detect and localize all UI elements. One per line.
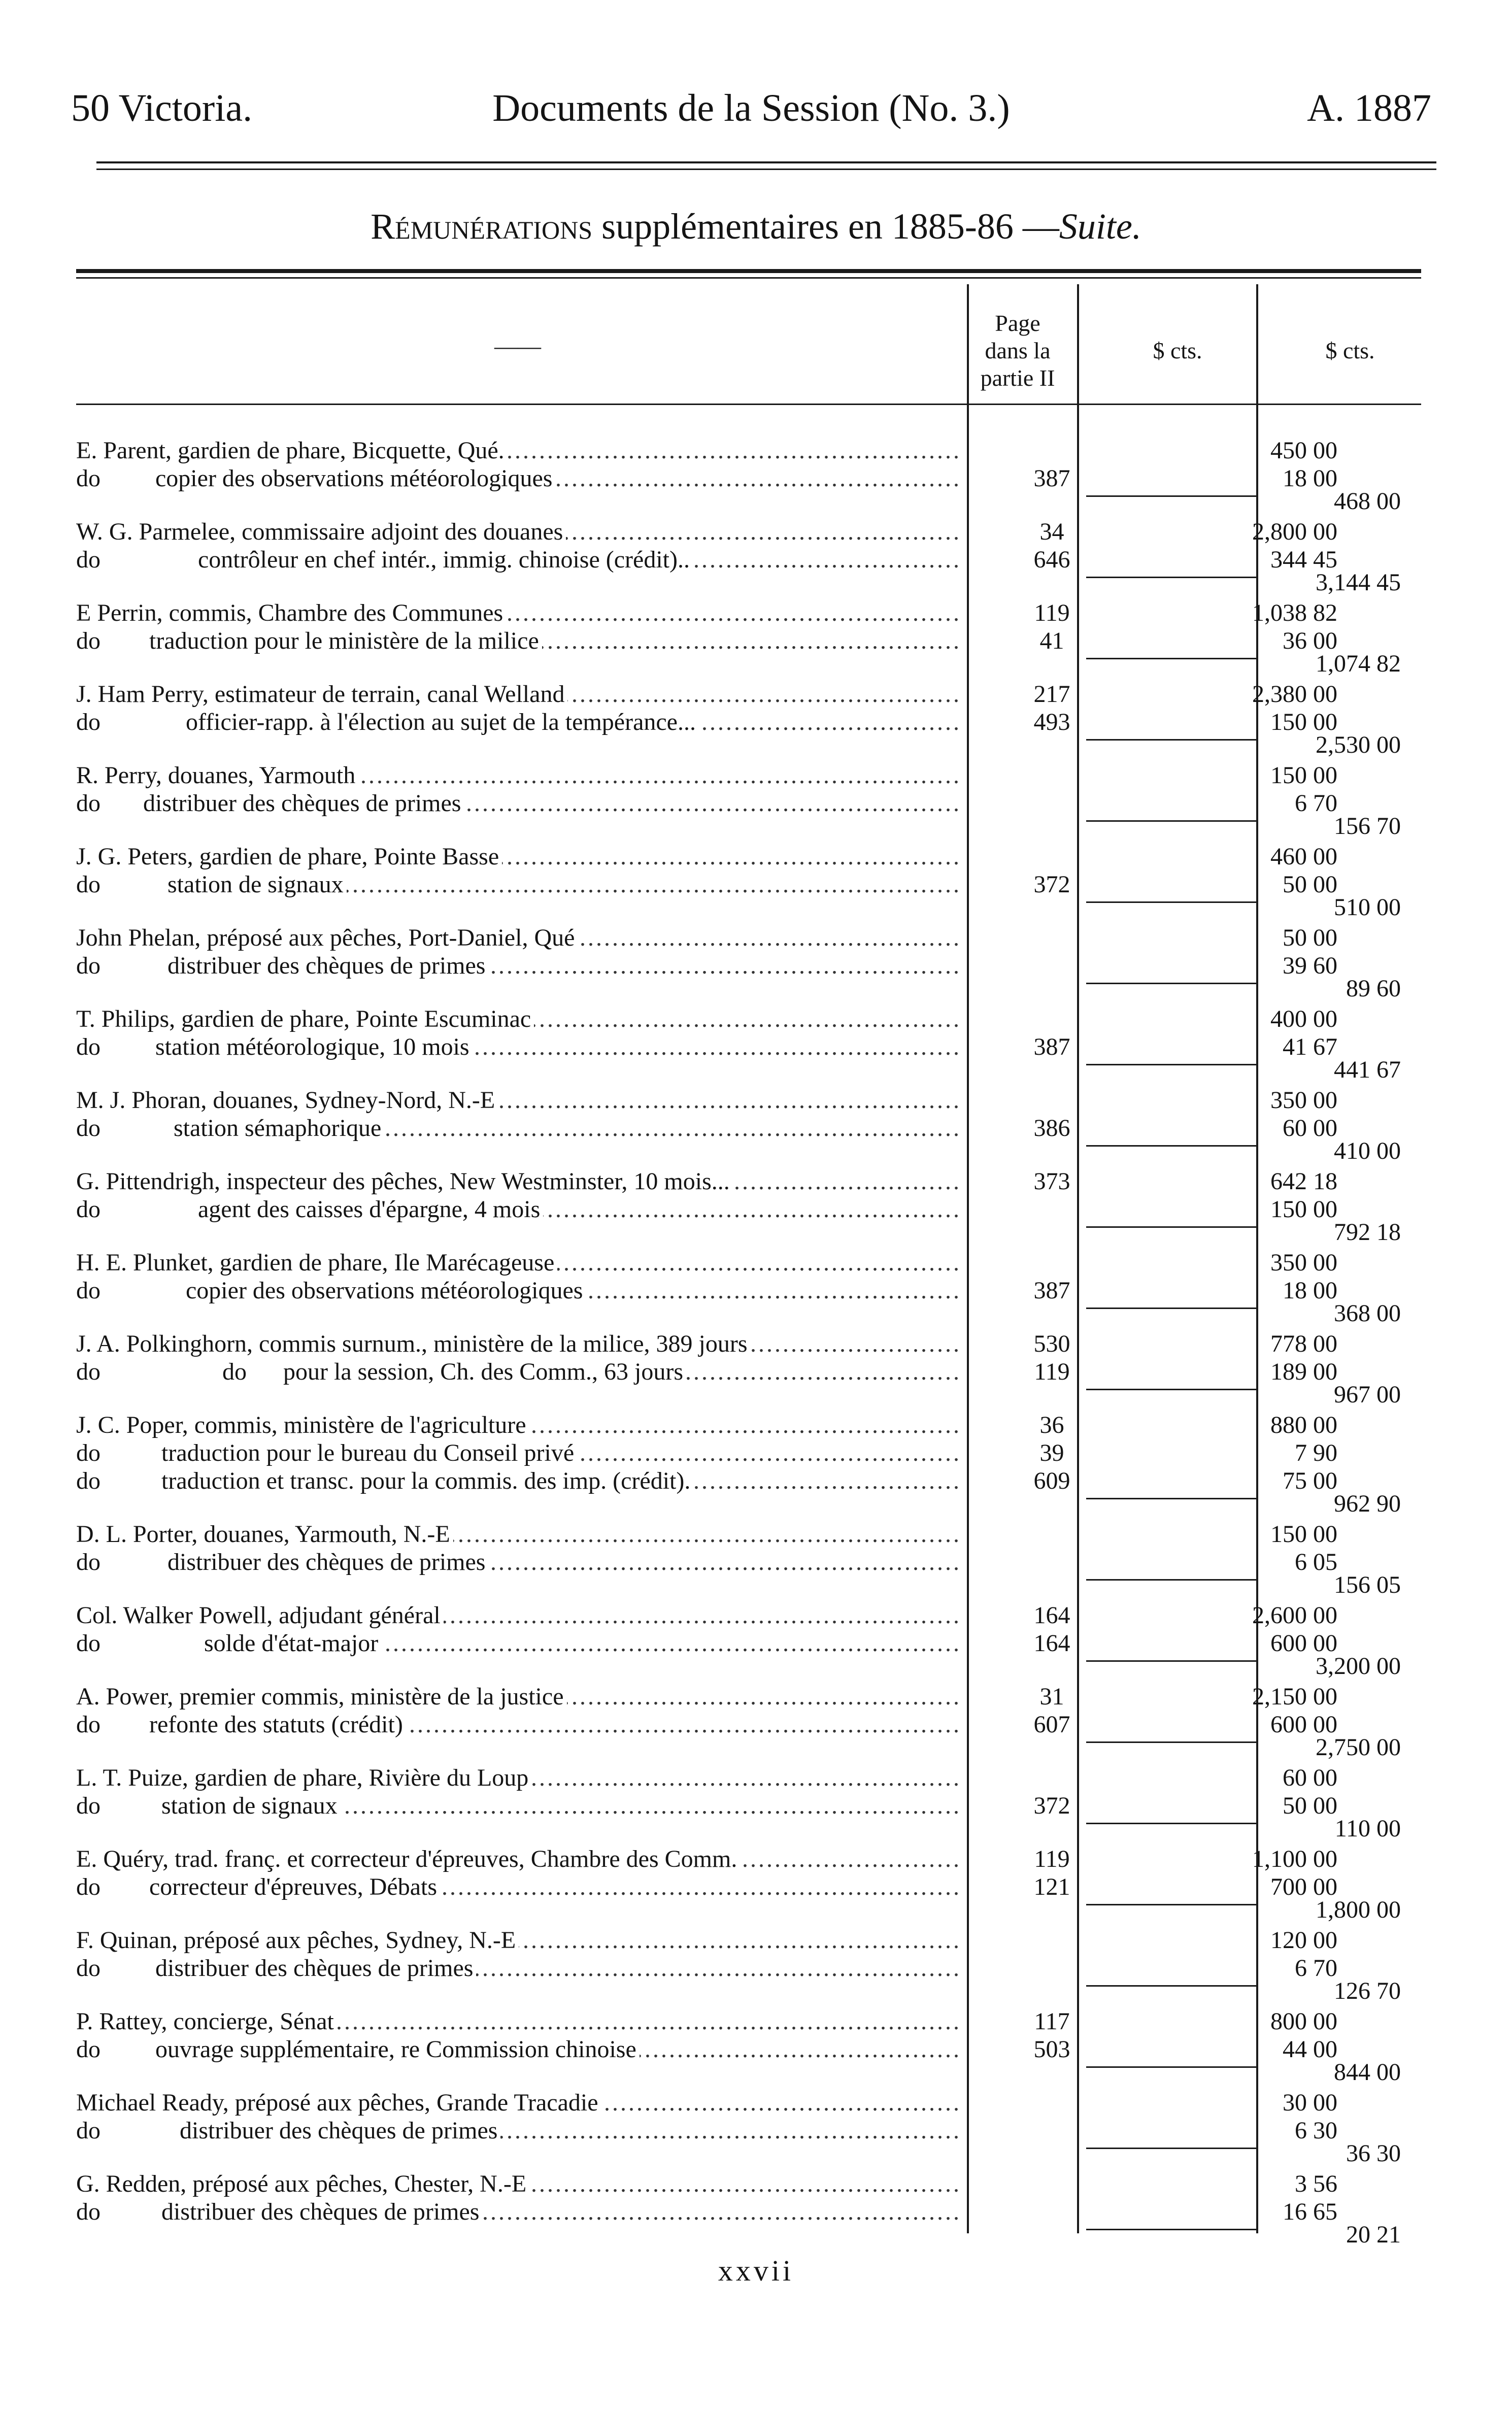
row-description (76, 2035, 962, 2064)
row-description (76, 437, 962, 465)
row-description (76, 1330, 962, 1358)
row-page: 39 (1039, 1439, 1064, 1466)
row-amount: 2,380 00 (1252, 681, 1337, 708)
row-amount: 460 00 (1270, 843, 1337, 870)
row-amount: 400 00 (1270, 1006, 1337, 1032)
row-amount: 36 00 (1283, 627, 1337, 654)
row-amount: 642 18 (1270, 1168, 1337, 1195)
row-amount: 450 00 (1270, 437, 1337, 464)
col-head-description: —— (494, 333, 541, 359)
group-total: 441 67 (1334, 1056, 1401, 1083)
group-total: 410 00 (1334, 1137, 1401, 1164)
row-description (76, 464, 962, 493)
subtotal-rule (1086, 901, 1256, 903)
row-amount: 344 45 (1270, 546, 1337, 573)
row-description (76, 1683, 962, 1711)
row-description (76, 1114, 962, 1143)
group-total: 510 00 (1334, 894, 1401, 921)
subtotal-rule (1086, 1389, 1256, 1390)
row-amount: 6 30 (1295, 2117, 1337, 2144)
row-description (76, 870, 962, 899)
group-total: 1,800 00 (1316, 1896, 1401, 1923)
row-amount: 150 00 (1270, 1521, 1337, 1548)
row-page: 164 (1033, 1630, 1070, 1657)
row-amount: 600 00 (1270, 1630, 1337, 1657)
header-session: 50 Victoria. (71, 87, 253, 129)
row-amount: 7 90 (1295, 1439, 1337, 1466)
row-page: 607 (1033, 1711, 1070, 1738)
row-description (76, 789, 962, 818)
row-description (76, 843, 962, 871)
row-amount: 880 00 (1270, 1412, 1337, 1438)
row-page: 121 (1033, 1873, 1070, 1900)
group-total: 962 90 (1334, 1490, 1401, 1517)
row-page: 34 (1039, 518, 1064, 545)
row-amount: 350 00 (1270, 1249, 1337, 1276)
header-year: A. 1887 (1307, 87, 1431, 129)
row-amount: 41 67 (1283, 1033, 1337, 1060)
row-amount: 6 70 (1295, 1955, 1337, 1982)
row-amount: 2,150 00 (1252, 1683, 1337, 1710)
row-description (76, 1411, 962, 1439)
row-page: 530 (1033, 1330, 1070, 1357)
row-description-text: L. T. Puize, gardien de phare, Rivière du Loup (76, 1764, 531, 1791)
row-description (76, 2170, 962, 2198)
row-amount: 2,800 00 (1252, 518, 1337, 545)
title-rule-top (76, 269, 1421, 273)
row-description-text: W. G. Parmelee, commissaire adjoint des douanes (76, 518, 566, 545)
row-description (76, 1845, 962, 1873)
subtotal-rule (1086, 658, 1256, 659)
row-description (76, 952, 962, 980)
row-page: 372 (1033, 871, 1070, 898)
row-description (76, 1954, 962, 1983)
row-description-text: H. E. Plunket, gardien de phare, Ile Marécageuse (76, 1249, 557, 1276)
row-amount: 50 00 (1283, 871, 1337, 898)
row-amount: 600 00 (1270, 1711, 1337, 1738)
group-total: 126 70 (1334, 1978, 1401, 2004)
row-description (76, 1249, 962, 1277)
row-description-text: do do pour la session, Ch. des Comm., 63 jours (76, 1358, 686, 1385)
row-amount: 6 70 (1295, 790, 1337, 817)
row-amount: 1,038 82 (1252, 599, 1337, 626)
row-page: 387 (1033, 465, 1070, 492)
row-description (76, 1926, 962, 1955)
subtotal-rule (1086, 2148, 1256, 2149)
row-description (76, 546, 962, 574)
subtotal-rule (1086, 495, 1256, 497)
group-total: 156 05 (1334, 1571, 1401, 1598)
header-rule-bottom (96, 169, 1436, 170)
row-page: 646 (1033, 546, 1070, 573)
row-description-text: M. J. Phoran, douanes, Sydney-Nord, N.-E (76, 1087, 498, 1114)
row-amount: 778 00 (1270, 1330, 1337, 1357)
row-amount: 120 00 (1270, 1927, 1337, 1954)
subtotal-rule (1086, 1308, 1256, 1309)
row-amount: 60 00 (1283, 1764, 1337, 1791)
row-description (76, 1601, 962, 1630)
page-number: xxvii (718, 2254, 794, 2287)
row-amount: 2,600 00 (1252, 1602, 1337, 1629)
row-description-text: do refonte des statuts (crédit) (76, 1711, 406, 1738)
row-page: 386 (1033, 1115, 1070, 1142)
row-amount: 50 00 (1283, 924, 1337, 951)
row-description-text: do traduction pour le bureau du Conseil privé (76, 1439, 577, 1466)
row-amount: 30 00 (1283, 2089, 1337, 2116)
row-description (76, 627, 962, 655)
col-head-page-line2: dans la (985, 338, 1051, 363)
row-description-text: E. Quéry, trad. franç. et correcteur d'épreuves, Chambre des Comm. (76, 1846, 740, 1872)
row-amount: 18 00 (1283, 1277, 1337, 1304)
subtotal-rule (1086, 1064, 1256, 1065)
row-description-text: Col. Walker Powell, adjudant général (76, 1602, 444, 1629)
row-description (76, 761, 962, 790)
subtotal-rule (1086, 2066, 1256, 2068)
title-main-smallcaps: Rémunérations (371, 206, 593, 247)
row-page: 503 (1033, 2036, 1070, 2063)
row-page: 117 (1034, 2008, 1070, 2035)
row-description-text: E Perrin, commis, Chambre des Communes (76, 599, 506, 626)
group-total: 3,144 45 (1316, 569, 1401, 596)
group-total: 792 18 (1334, 1219, 1401, 1246)
row-description (76, 1358, 962, 1386)
row-page: 387 (1033, 1033, 1070, 1060)
row-description (76, 1764, 962, 1792)
row-amount: 16 65 (1283, 2198, 1337, 2225)
row-amount: 6 05 (1295, 1549, 1337, 1576)
row-amount: 60 00 (1283, 1115, 1337, 1142)
subtotal-rule (1086, 1660, 1256, 1662)
group-total: 468 00 (1334, 488, 1401, 515)
row-description-text: do station de signaux (76, 1792, 341, 1819)
row-description (76, 1439, 962, 1467)
subtotal-rule (1086, 1498, 1256, 1499)
row-description (76, 1167, 962, 1196)
row-description (76, 1629, 962, 1658)
row-description-text: J. G. Peters, gardien de phare, Pointe Basse (76, 843, 502, 870)
row-description-text: R. Perry, douanes, Yarmouth (76, 762, 358, 789)
title-main-rest: supplémentaires en 1885-86 — (592, 206, 1059, 247)
row-description-text: do distribuer des chèques de primes (76, 790, 464, 817)
row-amount: 1,100 00 (1252, 1846, 1337, 1872)
colhead-rule (76, 404, 1421, 405)
header-rule-top (96, 161, 1436, 163)
subtotal-rule (1086, 1579, 1256, 1581)
row-description (76, 1033, 962, 1061)
row-amount: 3 56 (1295, 2170, 1337, 2197)
row-description (76, 1195, 962, 1224)
row-amount: 150 00 (1270, 762, 1337, 789)
col-head-total: $ cts. (1325, 338, 1375, 363)
row-amount: 150 00 (1270, 1196, 1337, 1223)
row-description-text: do traduction pour le ministère de la milice (76, 627, 542, 654)
row-page: 119 (1034, 599, 1070, 626)
row-description-text: A. Power, premier commis, ministère de la justice (76, 1683, 567, 1710)
subtotal-rule (1086, 1145, 1256, 1147)
row-page: 119 (1034, 1358, 1070, 1385)
row-amount: 150 00 (1270, 709, 1337, 735)
row-page: 372 (1033, 1792, 1070, 1819)
row-description (76, 2007, 962, 2036)
subtotal-rule (1086, 1823, 1256, 1824)
group-total: 156 70 (1334, 813, 1401, 840)
title-rule-bottom (76, 277, 1421, 279)
row-description-text: Michael Ready, préposé aux pêches, Grande Tracadie (76, 2089, 601, 2116)
row-description-text: P. Rattey, concierge, Sénat (76, 2008, 337, 2035)
subtotal-rule (1086, 1985, 1256, 1987)
table-title (0, 206, 1512, 248)
row-description-text: do station météorologique, 10 mois (76, 1033, 473, 1060)
group-total: 368 00 (1334, 1300, 1401, 1327)
row-description-text: do correcteur d'épreuves, Débats (76, 1873, 440, 1900)
group-total: 89 60 (1346, 975, 1401, 1002)
group-total: 110 00 (1334, 1815, 1401, 1842)
row-description (76, 599, 962, 627)
group-total: 844 00 (1334, 2059, 1401, 2086)
col-head-page-line3: partie II (980, 365, 1055, 391)
group-total: 36 30 (1346, 2140, 1401, 2167)
row-description-text: D. L. Porter, douanes, Yarmouth, N.-E (76, 1521, 453, 1548)
subtotal-rule (1086, 577, 1256, 578)
row-description-text: do distribuer des chèques de primes (76, 952, 488, 979)
row-description-text: J. C. Poper, commis, ministère de l'agriculture (76, 1412, 529, 1438)
row-amount: 700 00 (1270, 1873, 1337, 1900)
row-description-text: John Phelan, préposé aux pêches, Port-Daniel, Qué (76, 924, 578, 951)
row-page: 217 (1033, 681, 1070, 708)
group-total: 20 21 (1346, 2221, 1401, 2248)
row-description-text: do officier-rapp. à l'élection au sujet de la tempérance... (76, 709, 699, 735)
row-description (76, 2117, 962, 2145)
subtotal-rule (1086, 2229, 1256, 2230)
row-page: 609 (1033, 1467, 1070, 1494)
row-amount: 350 00 (1270, 1087, 1337, 1114)
row-amount: 44 00 (1283, 2036, 1337, 2063)
row-description (76, 680, 962, 709)
row-description (76, 1467, 962, 1495)
col-head-amount: $ cts. (1153, 338, 1202, 363)
row-description-text: E. Parent, gardien de phare, Bicquette, Qué. (76, 437, 508, 464)
row-description (76, 1086, 962, 1115)
row-page: 31 (1039, 1683, 1064, 1710)
row-page: 373 (1033, 1168, 1070, 1195)
row-description (76, 1711, 962, 1739)
row-page: 119 (1034, 1846, 1070, 1872)
row-description (76, 2089, 962, 2117)
col-head-page-line1: Page (995, 310, 1040, 336)
col-line-page-left (967, 284, 969, 2233)
page-header (71, 86, 1431, 142)
row-amount: 39 60 (1283, 952, 1337, 979)
row-description-text: do contrôleur en chef intér., immig. chinoise (crédit).. (76, 546, 693, 573)
row-description (76, 1873, 962, 1901)
row-amount: 18 00 (1283, 465, 1337, 492)
row-description (76, 924, 962, 952)
row-description-text: F. Quinan, préposé aux pêches, Sydney, N.-E (76, 1927, 519, 1954)
title-suite: Suite. (1059, 206, 1141, 247)
group-total: 2,750 00 (1316, 1734, 1401, 1761)
group-total: 3,200 00 (1316, 1653, 1401, 1680)
subtotal-rule (1086, 1226, 1256, 1228)
row-description (76, 518, 962, 546)
row-description-text: do copier des observations météorologiques (76, 465, 555, 492)
row-description (76, 1277, 962, 1305)
row-description-text: do distribuer des chèques de primes (76, 2198, 482, 2225)
row-description-text: do traduction et transc. pour la commis. des imp. (crédit). (76, 1467, 693, 1494)
row-amount: 800 00 (1270, 2008, 1337, 2035)
row-description-text: do agent des caisses d'épargne, 4 mois (76, 1196, 543, 1223)
row-amount: 189 00 (1270, 1358, 1337, 1385)
row-description (76, 1520, 962, 1549)
col-head-page (959, 310, 1076, 392)
row-amount: 75 00 (1283, 1467, 1337, 1494)
row-description (76, 1005, 962, 1033)
row-amount: 50 00 (1283, 1792, 1337, 1819)
group-total: 2,530 00 (1316, 731, 1401, 758)
row-page: 36 (1039, 1412, 1064, 1438)
subtotal-rule (1086, 1904, 1256, 1905)
row-description-text: do station de signaux (76, 871, 347, 898)
row-page: 493 (1033, 709, 1070, 735)
subtotal-rule (1086, 1741, 1256, 1743)
row-description (76, 1792, 962, 1820)
row-description-text: G. Redden, préposé aux pêches, Chester, N.-E (76, 2170, 529, 2197)
row-description (76, 1548, 962, 1577)
row-page: 387 (1033, 1277, 1070, 1304)
subtotal-rule (1086, 739, 1256, 741)
row-description-text: J. A. Polkinghorn, commis surnum., ministère de la milice, 389 jours (76, 1330, 751, 1357)
row-description-text: T. Philips, gardien de phare, Pointe Escuminac (76, 1006, 534, 1032)
row-description-text: do distribuer des chèques de primes (76, 1549, 488, 1576)
row-description-text: G. Pittendrigh, inspecteur des pêches, New Westminster, 10 mois... (76, 1168, 733, 1195)
subtotal-rule (1086, 983, 1256, 984)
header-title: Documents de la Session (No. 3.) (492, 87, 1010, 129)
row-description-text: do solde d'état-major (76, 1630, 381, 1657)
row-description-text: do copier des observations météorologiques (76, 1277, 586, 1304)
row-description-text: do station sémaphorique (76, 1115, 384, 1142)
row-description-text: do ouvrage supplémentaire, re Commission chinoise (76, 2036, 640, 2063)
group-total: 1,074 82 (1316, 650, 1401, 677)
row-description-text: do distribuer des chèques de primes (76, 1955, 476, 1982)
col-line-page-right (1077, 284, 1079, 2233)
subtotal-rule (1086, 820, 1256, 822)
row-page: 164 (1033, 1602, 1070, 1629)
row-description-text: J. Ham Perry, estimateur de terrain, canal Welland (76, 681, 567, 708)
group-total: 967 00 (1334, 1381, 1401, 1408)
row-description-text: do distribuer des chèques de primes (76, 2117, 500, 2144)
row-description (76, 2198, 962, 2226)
row-page: 41 (1039, 627, 1064, 654)
row-description (76, 708, 962, 736)
